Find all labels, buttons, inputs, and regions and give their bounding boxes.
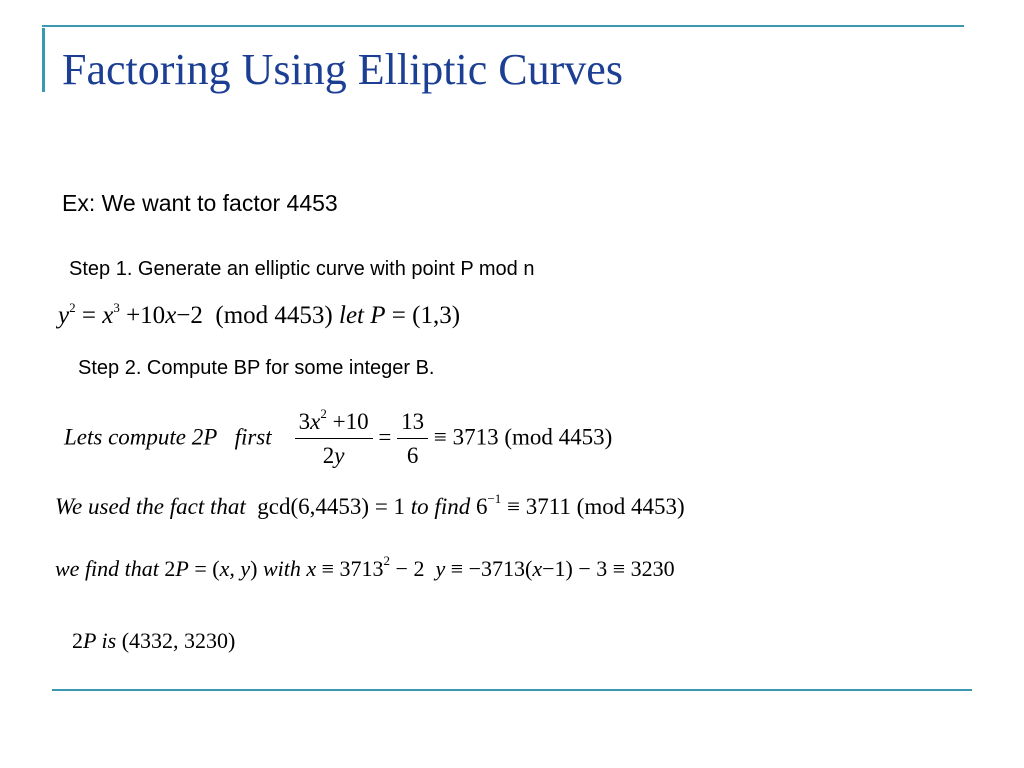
curve-equation (58, 302, 460, 330)
value-fraction (397, 409, 428, 469)
eq1-p: P (370, 302, 386, 329)
eq4-yexpr: ≡ −3713( (450, 556, 533, 581)
eq1-let: let (339, 302, 365, 329)
slope-denominator (295, 439, 373, 469)
step2-text: Step 2. Compute BP for some integer B. (78, 357, 435, 379)
title-top-rule (42, 25, 964, 27)
2p-coordinates-equation (55, 553, 675, 582)
eq4-eqxy: = ( (194, 556, 220, 581)
num-rest: +10 (332, 409, 369, 434)
eq5-two: 2 (72, 628, 83, 653)
eq5-value: (4332, 3230) (121, 628, 236, 653)
eq4-exp: 2 (383, 553, 391, 568)
eq1-eq: = (81, 302, 96, 329)
eq1-x-exp: 3 (113, 300, 120, 315)
eq4-p: P (175, 556, 189, 581)
num-exp: 2 (320, 406, 327, 421)
slope-fraction (295, 406, 373, 469)
gcd-equation (55, 491, 685, 520)
eq3-inv: −1 (487, 491, 502, 506)
title-vertical-accent (42, 28, 45, 92)
eq3-text: We used the fact that (55, 494, 246, 519)
eq4-lead: we find that (55, 556, 159, 581)
num-coef: 3 (298, 409, 311, 434)
eq2-p: P (203, 424, 218, 450)
step1-text: Step 1. Generate an elliptic curve with point P mod n (69, 258, 535, 280)
eq4-xy: x, y (219, 556, 251, 581)
2p-result (72, 628, 235, 654)
eq4-minus: − 2 (395, 556, 425, 581)
den-coef: 2 (322, 443, 335, 468)
eq3-six: 6 (475, 494, 488, 519)
eq2-first: first (234, 424, 272, 450)
value-numerator: 13 (397, 409, 428, 439)
eq2-text: Lets compute 2 (64, 424, 204, 450)
eq3-result: ≡ 3711 (mod 4453) (507, 494, 685, 519)
den-var: y (334, 443, 345, 468)
eq5-pis: P is (83, 628, 117, 653)
num-var: x (310, 409, 321, 434)
eq4-y: y (435, 556, 446, 581)
eq4-two: 2 (164, 556, 176, 581)
eq3-gcd: gcd(6,4453) = 1 (257, 494, 406, 519)
example-text: Ex: We want to factor 4453 (62, 190, 338, 216)
value-denominator: 6 (406, 443, 419, 468)
slope-numerator (295, 406, 373, 439)
eq2-result: ≡ 3713 (mod 4453) (433, 424, 613, 450)
eq3-tofind: to find (410, 494, 471, 519)
eq1-y-exp: 2 (69, 300, 76, 315)
eq1-plus: +10 (126, 302, 166, 329)
eq4-close: ) (250, 556, 258, 581)
eq1-pval: = (1,3) (391, 302, 461, 329)
compute-2p-equation (64, 406, 613, 469)
eq2-eq: = (378, 424, 392, 450)
eq1-minus: −2 (176, 302, 203, 329)
footer-rule (52, 689, 972, 691)
eq4-xinner: x (532, 556, 543, 581)
slide-title: Factoring Using Elliptic Curves (62, 45, 623, 94)
eq4-equiv1: ≡ 3713 (321, 556, 384, 581)
eq4-withx: with x (262, 556, 317, 581)
eq1-x2: x (165, 302, 177, 329)
eq4-yexpr2: −1) − 3 ≡ 3230 (542, 556, 675, 581)
eq1-y: y (58, 302, 70, 329)
eq1-x: x (102, 302, 114, 329)
eq1-mod: (mod 4453) (215, 302, 333, 329)
